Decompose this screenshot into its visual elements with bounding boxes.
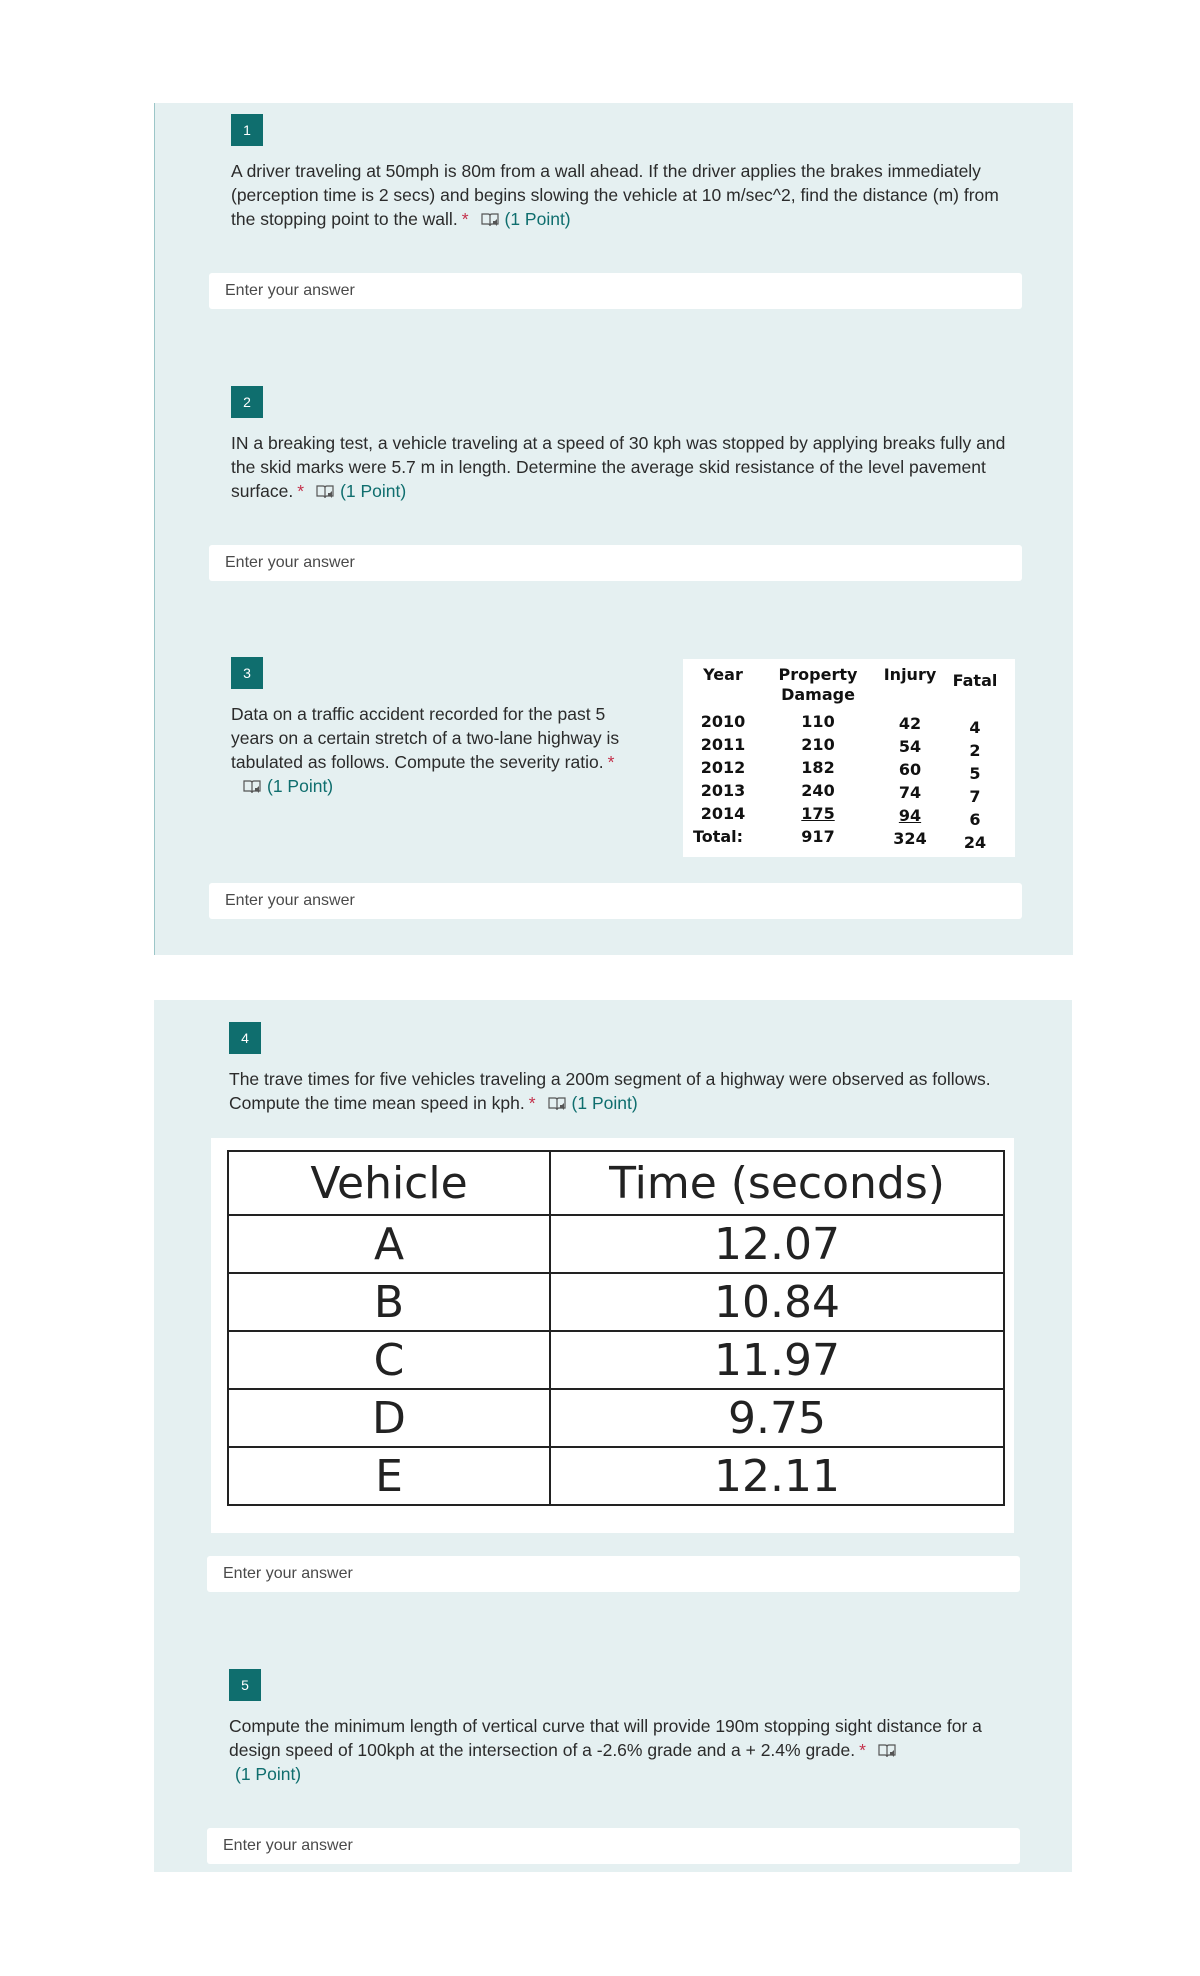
question-1-points: (1 Point) [504,209,571,229]
table-cell: C [228,1331,550,1389]
question-5-text-block [229,1714,1019,1786]
question-1-text: A driver traveling at 50mph is 80m from a wall ahead. If the driver applies the brakes immediately (perception time is 2 secs) and begins slowing the vehicle at 10 m/sec^2, find the distance (m) from the stopping point to the wall. [231,161,999,229]
table-cell: 7 [969,787,981,806]
table-header: Property Damage [778,665,858,704]
table-cell: 324 [893,829,927,848]
required-marker: * [461,209,469,229]
question-4-text: The trave times for five vehicles traveling a 200m segment of a highway were observed as follows. Compute the time mean speed in kph. [229,1069,991,1113]
table-row [228,1447,1004,1505]
question-2-text-block [231,431,1011,503]
question-3-text-block [231,702,651,798]
question-3-answer-box[interactable] [209,883,1022,919]
question-5-answer-input[interactable] [221,1836,1020,1856]
table-cell: 5 [969,764,981,783]
question-4-text-block [229,1067,1009,1115]
question-4-number: 4 [229,1022,261,1054]
question-5-number: 5 [229,1669,261,1701]
table-cell: 94 [898,806,922,825]
table-cell: 4 [969,718,981,737]
question-3-points: (1 Point) [267,776,334,796]
question-4-answer-input[interactable] [221,1564,1020,1584]
table-header: Vehicle [228,1151,550,1215]
table-cell: 210 [801,735,835,754]
accident-data-table [683,659,1015,857]
table-cell: 9.75 [550,1389,1004,1447]
table-cell: 60 [898,760,922,779]
question-1-text-block [231,159,1011,231]
table-cell: 10.84 [550,1273,1004,1331]
table-header: Injury [883,665,937,684]
table-cell: 240 [801,781,835,800]
table-cell: 2012 [700,758,746,777]
table-cell: D [228,1389,550,1447]
table-cell: 2013 [700,781,746,800]
table-cell: 6 [969,810,981,829]
table-cell: B [228,1273,550,1331]
table-row [228,1151,1004,1215]
table-cell: 2010 [700,712,746,731]
immersive-reader-icon[interactable] [548,1096,566,1112]
question-2-points: (1 Point) [340,481,407,501]
question-3-answer-input[interactable] [223,891,1022,911]
question-2-number: 2 [231,386,263,418]
table-cell: 24 [963,833,987,852]
table-cell: 110 [801,712,835,731]
question-2-text: IN a breaking test, a vehicle traveling at a speed of 30 kph was stopped by applying breaks fully and the skid marks were 5.7 m in length. Determine the average skid resistance of the level pavement surface. [231,433,1006,501]
required-marker: * [607,752,615,772]
vehicle-time-table-image [211,1138,1014,1533]
question-4-answer-box[interactable] [207,1556,1020,1592]
table-cell: 54 [898,737,922,756]
question-5-text: Compute the minimum length of vertical curve that will provide 190m stopping sight distance for a design speed of 100kph at the intersection of a -2.6% grade and a + 2.4% grade. [229,1716,982,1760]
question-3-text: Data on a traffic accident recorded for the past 5 years on a certain stretch of a two-lane highway is tabulated as follows. Compute the severity ratio. [231,704,620,772]
table-cell: 42 [898,714,922,733]
question-4-points: (1 Point) [571,1093,638,1113]
table-cell: Total: [692,827,744,846]
immersive-reader-icon[interactable] [878,1743,896,1759]
table-cell: 917 [801,827,835,846]
table-cell: 12.07 [550,1215,1004,1273]
question-1-answer-box[interactable] [209,273,1022,309]
table-row [228,1389,1004,1447]
immersive-reader-icon[interactable] [481,212,499,228]
table-row [228,1215,1004,1273]
required-marker: * [859,1740,866,1760]
table-cell: 2011 [700,735,746,754]
question-1-answer-input[interactable] [223,281,1022,301]
table-cell: 11.97 [550,1331,1004,1389]
table-cell: 2014 [700,804,746,823]
question-5-points: (1 Point) [235,1764,302,1784]
required-marker: * [297,481,305,501]
table-cell: 12.11 [550,1447,1004,1505]
table-cell: A [228,1215,550,1273]
table-cell: 74 [898,783,922,802]
immersive-reader-icon[interactable] [243,779,261,795]
table-header: Fatal [952,671,998,690]
table-header: Year [703,665,743,684]
required-marker: * [528,1093,536,1113]
question-2-answer-box[interactable] [209,545,1022,581]
table-row [228,1331,1004,1389]
table-cell: 2 [969,741,981,760]
table-cell: 175 [801,804,835,823]
table-cell: E [228,1447,550,1505]
question-3-number: 3 [231,657,263,689]
table-cell: 182 [801,758,835,777]
question-5-answer-box[interactable] [207,1828,1020,1864]
table-header: Time (seconds) [550,1151,1004,1215]
immersive-reader-icon[interactable] [316,484,334,500]
question-2-answer-input[interactable] [223,553,1022,573]
table-row [228,1273,1004,1331]
vehicle-time-table [227,1150,1005,1506]
question-1-number: 1 [231,114,263,146]
